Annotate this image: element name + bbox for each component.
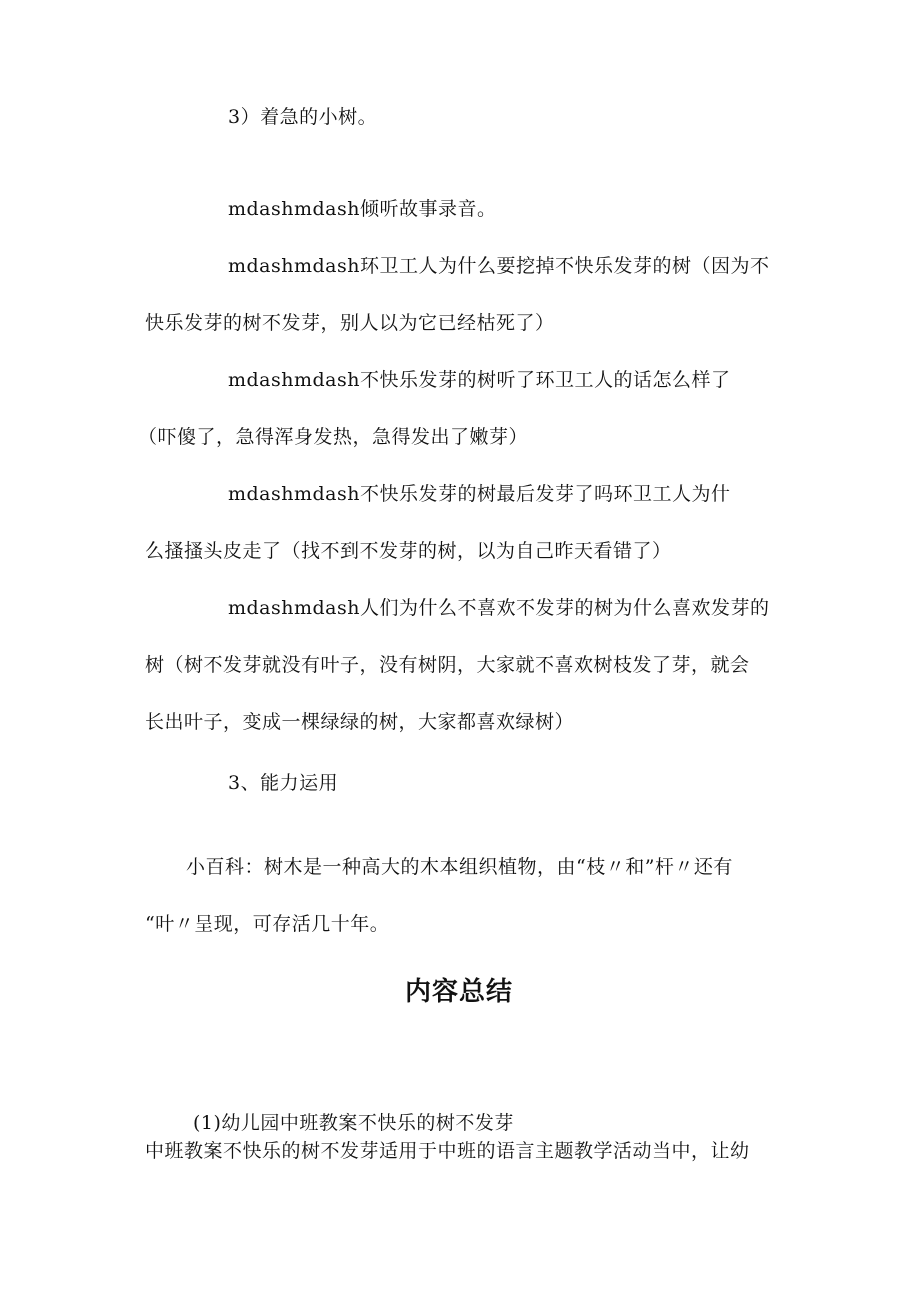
text-line: 小百科：树木是一种高大的木本组织植物，由“枝〃和”杆〃还有 — [186, 856, 733, 878]
text-line: 快乐发芽的树不发芽，别人以为它已经枯死了） — [145, 312, 555, 334]
text-line: mdashmdash倾听故事录音。 — [228, 198, 497, 220]
summary-title: 内容总结 — [405, 977, 514, 1007]
text-line: 树（树不发芽就没有叶子，没有树阴，大家就不喜欢树枝发了芽，就会 — [145, 654, 750, 676]
text-line-heading-3: 3）着急的小树。 — [228, 106, 378, 128]
section-heading: 3、能力运用 — [228, 772, 339, 794]
text-line: 长出叶子，变成一棵绿绿的树，大家都喜欢绿树） — [145, 711, 575, 733]
text-line: mdashmdash环卫工人为什么要挖掉不快乐发芽的树（因为不 — [228, 255, 770, 277]
text-line: mdashmdash不快乐发芽的树听了环卫工人的话怎么样了 — [228, 369, 731, 391]
summary-line: 中班教案不快乐的树不发芽适用于中班的语言主题教学活动当中，让幼 — [145, 1140, 750, 1162]
text-line: mdashmdash人们为什么不喜欢不发芽的树为什么喜欢发芽的 — [228, 597, 770, 619]
text-line: “叶〃呈现，可存活几十年。 — [145, 913, 390, 935]
text-line: 么搔搔头皮走了（找不到不发芽的树，以为自己昨天看错了） — [145, 540, 672, 562]
text-line: （吓傻了，急得浑身发热，急得发出了嫩芽） — [138, 426, 529, 448]
summary-line: (1)幼儿园中班教案不快乐的树不发芽 — [193, 1112, 514, 1134]
text-line: mdashmdash不快乐发芽的树最后发芽了吗环卫工人为什 — [228, 483, 731, 505]
